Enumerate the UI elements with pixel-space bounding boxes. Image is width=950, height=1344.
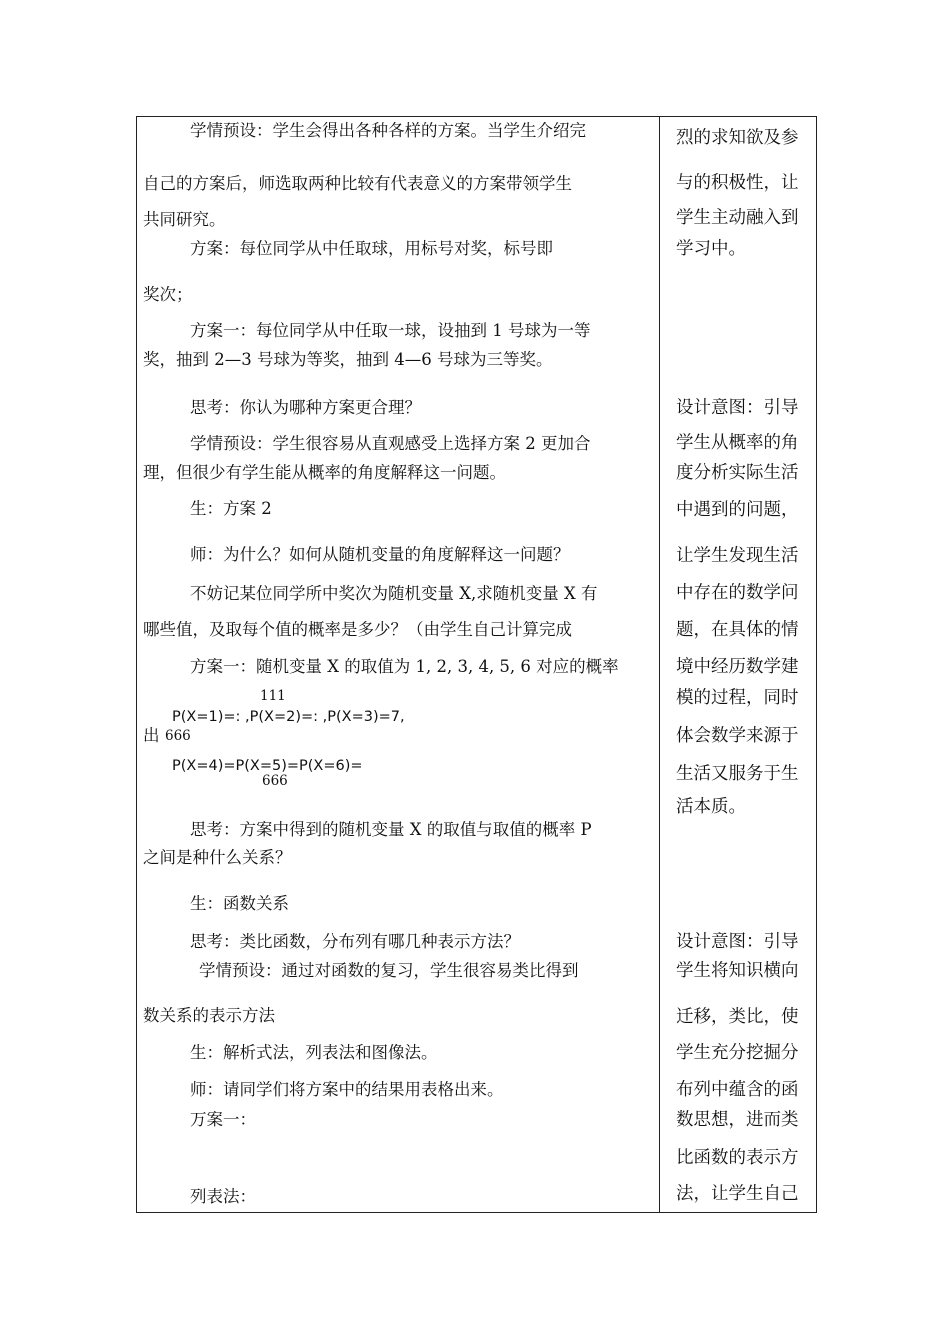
side-line: 活本质。 (676, 797, 746, 817)
side-line: 度分析实际生活 (676, 463, 799, 483)
formula-prefix: 出 (143, 726, 160, 745)
column-divider (659, 116, 660, 1213)
side-line: 烈的求知欲及参 (676, 128, 799, 148)
side-line: 学生将知识横向 (676, 961, 799, 981)
side-line: 体会数学来源于 (676, 726, 799, 746)
text-line: 学情预设：学生很容易从直观感受上选择方案 2 更加合 (190, 434, 591, 453)
text-line: 思考：类比函数，分布列有哪几种表示方法？ (190, 932, 520, 951)
text-line: 思考：方案中得到的随机变量 X 的取值与取值的概率 P (190, 820, 592, 839)
text-line: 方案一：随机变量 X 的取值为 1, 2, 3, 4, 5, 6 对应的概率 (190, 657, 619, 676)
text-line: 方案一：每位同学从中任取一球，设抽到 1 号球为一等 (190, 321, 591, 340)
text-line: 生：函数关系 (190, 894, 289, 913)
text-line: 奖次； (143, 285, 193, 304)
side-line: 法，让学生自己 (676, 1184, 799, 1204)
text-line: 哪些值，及取每个值的概率是多少？（由学生自己计算完成 (143, 620, 572, 639)
side-line: 中存在的数学问 (676, 583, 799, 603)
side-line: 学习中。 (676, 239, 746, 259)
text-line: 理，但很少有学生能从概率的角度解释这一问题。 (143, 463, 506, 482)
text-line: 学情预设：通过对函数的复习，学生很容易类比得到 (199, 961, 579, 980)
text-line: 学情预设：学生会得出各种各样的方案。当学生介绍完 (190, 121, 586, 140)
text-line: 生：方案 2 (190, 499, 272, 518)
side-line: 模的过程，同时 (676, 688, 799, 708)
text-line: 奖，抽到 2—3 号球为等奖，抽到 4—6 号球为三等奖。 (143, 350, 553, 369)
formula-denominators: 666 (262, 773, 288, 789)
side-line: 学生主动融入到 (676, 208, 799, 228)
side-line: 生活又服务于生 (676, 764, 799, 784)
text-line: 生：解析式法，列表法和图像法。 (190, 1043, 438, 1062)
side-line: 中遇到的问题， (676, 500, 799, 520)
text-line: 不妨记某位同学所中奖次为随机变量 X,求随机变量 X 有 (190, 584, 598, 603)
side-line: 让学生发现生活 (676, 546, 799, 566)
side-line: 设计意图：引导 (676, 932, 799, 952)
text-line: 思考：你认为哪种方案更合理？ (190, 398, 421, 417)
side-line: 与的积极性，让 (676, 173, 799, 193)
side-line: 数思想，进而类 (676, 1110, 799, 1130)
formula-row-2: P(X=4)=P(X=5)=P(X=6)= (172, 758, 363, 774)
text-line: 万案一： (190, 1110, 256, 1129)
text-line: 师：请同学们将方案中的结果用表格出来。 (190, 1080, 504, 1099)
text-line: 师：为什么？如何从随机变量的角度解释这一问题？ (190, 545, 570, 564)
text-line: 方案：每位同学从中任取球，用标号对奖，标号即 (190, 239, 553, 258)
side-line: 学生充分挖掘分 (676, 1043, 799, 1063)
formula-denominators: 666 (165, 728, 191, 744)
formula-row-1: P(X=1)=: ,P(X=2)=: ,P(X=3)=7, (172, 709, 405, 723)
text-line: 共同研究。 (143, 210, 226, 229)
text-line: 列表法： (190, 1187, 256, 1206)
text-line: 数关系的表示方法 (143, 1006, 275, 1025)
text-line: 自己的方案后，师选取两种比较有代表意义的方案带领学生 (143, 174, 572, 193)
side-line: 境中经历数学建 (676, 657, 799, 677)
formula-numerators: 111 (260, 688, 286, 704)
text-line: 之间是种什么关系？ (143, 848, 292, 867)
side-line: 迁移，类比，使 (676, 1007, 799, 1027)
side-line: 设计意图：引导 (676, 398, 799, 418)
side-line: 比函数的表示方 (676, 1148, 799, 1168)
side-line: 布列中蕴含的函 (676, 1080, 799, 1100)
side-line: 题，在具体的情 (676, 620, 799, 640)
side-line: 学生从概率的角 (676, 433, 799, 453)
